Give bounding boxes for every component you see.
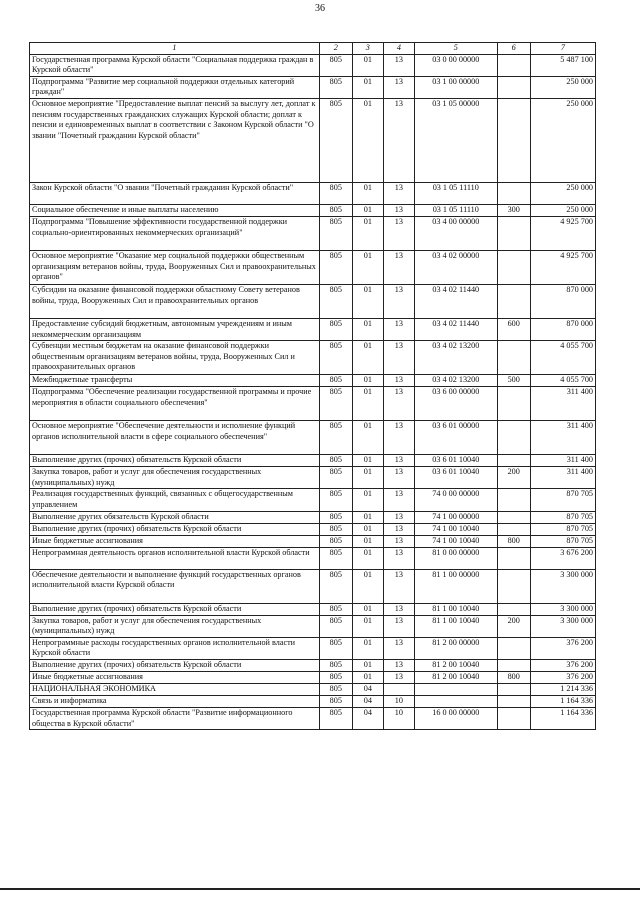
table-row [30, 547, 596, 569]
row-admin-code-cell: 805 [319, 671, 352, 683]
row-expense-type-cell [497, 182, 530, 204]
row-subsection-cell: 13 [383, 98, 414, 182]
col-header-1: 1 [30, 43, 320, 55]
row-target-article-cell: 74 1 00 00000 [414, 511, 497, 523]
row-expense-type-cell [497, 216, 530, 250]
table-row [30, 250, 596, 284]
row-amount-cell: 250 000 [530, 76, 595, 98]
row-subsection-cell: 10 [383, 707, 414, 729]
row-subsection-cell: 13 [383, 489, 414, 511]
row-name-cell: Государственная программа Курской области "Социальная поддержка граждан в Курской области" [30, 54, 320, 76]
row-section-cell: 01 [352, 387, 383, 421]
row-section-cell: 01 [352, 375, 383, 387]
row-admin-code-cell: 805 [319, 76, 352, 98]
row-subsection-cell: 13 [383, 455, 414, 467]
table-row [30, 535, 596, 547]
row-subsection-cell: 13 [383, 637, 414, 659]
row-expense-type-cell: 200 [497, 467, 530, 489]
row-target-article-cell: 03 1 05 11110 [414, 204, 497, 216]
row-subsection-cell: 13 [383, 659, 414, 671]
row-subsection-cell: 10 [383, 695, 414, 707]
row-name-cell: Непрограммная деятельность органов исполнительной власти Курской области [30, 547, 320, 569]
row-amount-cell: 250 000 [530, 204, 595, 216]
row-amount-cell: 1 164 336 [530, 695, 595, 707]
row-subsection-cell: 13 [383, 54, 414, 76]
row-section-cell: 01 [352, 54, 383, 76]
row-admin-code-cell: 805 [319, 695, 352, 707]
row-expense-type-cell [497, 54, 530, 76]
table-row [30, 375, 596, 387]
table-row [30, 341, 596, 375]
row-amount-cell: 870 705 [530, 523, 595, 535]
row-name-cell: Предоставление субсидий бюджетным, автономным учреждениям и иным некоммерческим организациям [30, 318, 320, 340]
row-subsection-cell: 13 [383, 671, 414, 683]
row-section-cell: 01 [352, 98, 383, 182]
row-expense-type-cell [497, 98, 530, 182]
row-subsection-cell: 13 [383, 421, 414, 455]
row-expense-type-cell [497, 284, 530, 318]
table-row [30, 467, 596, 489]
row-name-cell: Реализация государственных функций, связанных с общегосударственным управлением [30, 489, 320, 511]
row-admin-code-cell: 805 [319, 511, 352, 523]
row-target-article-cell: 03 0 00 00000 [414, 54, 497, 76]
row-admin-code-cell: 805 [319, 318, 352, 340]
row-amount-cell: 376 200 [530, 659, 595, 671]
row-expense-type-cell [497, 421, 530, 455]
row-expense-type-cell [497, 569, 530, 603]
row-name-cell: Социальное обеспечение и иные выплаты населению [30, 204, 320, 216]
row-amount-cell: 311 400 [530, 455, 595, 467]
row-admin-code-cell: 805 [319, 569, 352, 603]
row-expense-type-cell [497, 489, 530, 511]
row-expense-type-cell [497, 455, 530, 467]
row-name-cell: Выполнение других (прочих) обязательств Курской области [30, 523, 320, 535]
table-row [30, 98, 596, 182]
row-expense-type-cell [497, 250, 530, 284]
row-expense-type-cell [497, 603, 530, 615]
row-name-cell: Обеспечение деятельности и выполнение функций государственных органов исполнительной власти Курской области [30, 569, 320, 603]
table-row [30, 182, 596, 204]
table-row [30, 284, 596, 318]
table-row [30, 76, 596, 98]
row-amount-cell: 870 705 [530, 489, 595, 511]
row-subsection-cell: 13 [383, 547, 414, 569]
row-target-article-cell: 81 0 00 00000 [414, 547, 497, 569]
row-name-cell: Закупка товаров, работ и услуг для обеспечения государственных (муниципальных) нужд [30, 467, 320, 489]
header-row [30, 43, 596, 55]
row-name-cell: Основное мероприятие "Предоставление выплат пенсий за выслугу лет, доплат к пенсиям государственных гражданских служащих Курской области; доплат к пенсии и единовременных выплат в соответствии с Законом Курской области "О звании "Почетный гражданин Курской области" [30, 98, 320, 182]
row-admin-code-cell: 805 [319, 455, 352, 467]
col-header-5: 5 [414, 43, 497, 55]
row-section-cell: 04 [352, 683, 383, 695]
row-expense-type-cell: 600 [497, 318, 530, 340]
row-section-cell: 01 [352, 204, 383, 216]
row-target-article-cell: 81 2 00 10040 [414, 671, 497, 683]
row-expense-type-cell [497, 341, 530, 375]
row-subsection-cell: 13 [383, 467, 414, 489]
row-name-cell: Основное мероприятие "Оказание мер социальной поддержки общественным организациям ветеранов войны, труда, Вооруженных Сил и правоохранительных органов" [30, 250, 320, 284]
row-section-cell: 01 [352, 76, 383, 98]
table-row [30, 54, 596, 76]
row-admin-code-cell: 805 [319, 204, 352, 216]
row-name-cell: Подпрограмма "Развитие мер социальной поддержки отдельных категорий граждан" [30, 76, 320, 98]
row-section-cell: 01 [352, 659, 383, 671]
row-amount-cell: 376 200 [530, 637, 595, 659]
row-admin-code-cell: 805 [319, 375, 352, 387]
table-row [30, 216, 596, 250]
table-row [30, 489, 596, 511]
row-expense-type-cell [497, 637, 530, 659]
row-target-article-cell [414, 683, 497, 695]
row-section-cell: 01 [352, 523, 383, 535]
row-target-article-cell: 16 0 00 00000 [414, 707, 497, 729]
row-target-article-cell: 03 6 01 10040 [414, 467, 497, 489]
row-amount-cell: 870 000 [530, 284, 595, 318]
row-amount-cell: 311 400 [530, 387, 595, 421]
row-target-article-cell: 03 6 01 00000 [414, 421, 497, 455]
row-target-article-cell: 03 4 02 11440 [414, 318, 497, 340]
row-admin-code-cell: 805 [319, 603, 352, 615]
row-section-cell: 01 [352, 455, 383, 467]
table-row [30, 671, 596, 683]
row-amount-cell: 870 705 [530, 511, 595, 523]
row-name-cell: Связь и информатика [30, 695, 320, 707]
row-expense-type-cell: 800 [497, 535, 530, 547]
row-name-cell: Выполнение других (прочих) обязательств Курской области [30, 659, 320, 671]
table-row [30, 387, 596, 421]
row-amount-cell: 4 925 700 [530, 250, 595, 284]
row-subsection-cell: 13 [383, 318, 414, 340]
row-expense-type-cell [497, 547, 530, 569]
row-expense-type-cell: 500 [497, 375, 530, 387]
row-target-article-cell: 74 1 00 10040 [414, 523, 497, 535]
row-target-article-cell: 03 6 01 10040 [414, 455, 497, 467]
row-section-cell: 01 [352, 535, 383, 547]
col-header-3: 3 [352, 43, 383, 55]
table-row [30, 695, 596, 707]
row-target-article-cell: 81 2 00 10040 [414, 659, 497, 671]
row-subsection-cell: 13 [383, 250, 414, 284]
row-subsection-cell: 13 [383, 182, 414, 204]
table-row [30, 511, 596, 523]
row-admin-code-cell: 805 [319, 98, 352, 182]
row-amount-cell: 3 300 000 [530, 603, 595, 615]
row-target-article-cell: 81 2 00 00000 [414, 637, 497, 659]
row-amount-cell: 870 705 [530, 535, 595, 547]
row-admin-code-cell: 805 [319, 421, 352, 455]
row-target-article-cell: 81 1 00 10040 [414, 603, 497, 615]
row-amount-cell: 4 925 700 [530, 216, 595, 250]
row-target-article-cell [414, 695, 497, 707]
row-target-article-cell: 81 1 00 10040 [414, 615, 497, 637]
row-amount-cell: 3 300 000 [530, 569, 595, 603]
row-section-cell: 01 [352, 511, 383, 523]
row-amount-cell: 3 676 200 [530, 547, 595, 569]
table-row [30, 603, 596, 615]
row-name-cell: Государственная программа Курской области "Развитие информационного общества в Курской области" [30, 707, 320, 729]
row-section-cell: 04 [352, 695, 383, 707]
row-amount-cell: 870 000 [530, 318, 595, 340]
row-amount-cell: 311 400 [530, 467, 595, 489]
row-amount-cell: 1 214 336 [530, 683, 595, 695]
row-section-cell: 01 [352, 637, 383, 659]
row-subsection-cell: 13 [383, 204, 414, 216]
row-admin-code-cell: 805 [319, 523, 352, 535]
row-amount-cell: 311 400 [530, 421, 595, 455]
row-amount-cell: 5 487 100 [530, 54, 595, 76]
row-target-article-cell: 03 4 02 00000 [414, 250, 497, 284]
row-target-article-cell: 81 1 00 00000 [414, 569, 497, 603]
row-name-cell: Субвенции местным бюджетам на оказание финансовой поддержки общественным организациям ветеранов войны, труда, Вооруженных Сил и правоохранительных органов [30, 341, 320, 375]
row-amount-cell: 4 055 700 [530, 375, 595, 387]
row-section-cell: 01 [352, 182, 383, 204]
row-name-cell: Иные бюджетные ассигнования [30, 671, 320, 683]
col-header-6: 6 [497, 43, 530, 55]
row-section-cell: 01 [352, 250, 383, 284]
row-subsection-cell: 13 [383, 615, 414, 637]
row-target-article-cell: 03 1 00 00000 [414, 76, 497, 98]
row-target-article-cell: 03 1 05 00000 [414, 98, 497, 182]
row-amount-cell: 3 300 000 [530, 615, 595, 637]
row-name-cell: Закон Курской области "О звании "Почетный гражданин Курской области" [30, 182, 320, 204]
row-subsection-cell: 13 [383, 603, 414, 615]
row-expense-type-cell [497, 76, 530, 98]
row-amount-cell: 376 200 [530, 671, 595, 683]
row-admin-code-cell: 805 [319, 683, 352, 695]
row-admin-code-cell: 805 [319, 284, 352, 318]
row-expense-type-cell [497, 523, 530, 535]
row-name-cell: Подпрограмма "Повышение эффективности государственной поддержки социально-ориентированных некоммерческих организаций" [30, 216, 320, 250]
row-target-article-cell: 74 1 00 10040 [414, 535, 497, 547]
row-section-cell: 01 [352, 341, 383, 375]
row-target-article-cell: 74 0 00 00000 [414, 489, 497, 511]
row-section-cell: 01 [352, 467, 383, 489]
row-expense-type-cell [497, 387, 530, 421]
row-expense-type-cell: 800 [497, 671, 530, 683]
row-name-cell: Субсидии на оказание финансовой поддержки областному Совету ветеранов войны, труда, Вооруженных Сил и правоохранительных органов [30, 284, 320, 318]
row-subsection-cell: 13 [383, 375, 414, 387]
row-subsection-cell: 13 [383, 341, 414, 375]
row-expense-type-cell [497, 511, 530, 523]
row-section-cell: 01 [352, 318, 383, 340]
row-amount-cell: 4 055 700 [530, 341, 595, 375]
row-subsection-cell [383, 683, 414, 695]
table-row [30, 683, 596, 695]
table-row [30, 569, 596, 603]
row-subsection-cell: 13 [383, 284, 414, 318]
budget-table [29, 42, 596, 730]
row-section-cell: 01 [352, 216, 383, 250]
row-name-cell: Закупка товаров, работ и услуг для обеспечения государственных (муниципальных) нужд [30, 615, 320, 637]
row-name-cell: Подпрограмма "Обеспечение реализации государственной программы и прочие мероприятия в области социального обеспечения" [30, 387, 320, 421]
row-amount-cell: 1 164 336 [530, 707, 595, 729]
row-amount-cell: 250 000 [530, 98, 595, 182]
row-expense-type-cell [497, 707, 530, 729]
row-target-article-cell: 03 4 00 00000 [414, 216, 497, 250]
row-admin-code-cell: 805 [319, 467, 352, 489]
row-section-cell: 01 [352, 284, 383, 318]
col-header-2: 2 [319, 43, 352, 55]
table-row [30, 659, 596, 671]
row-admin-code-cell: 805 [319, 535, 352, 547]
row-target-article-cell: 03 6 00 00000 [414, 387, 497, 421]
page-bottom-rule [0, 888, 640, 890]
row-subsection-cell: 13 [383, 535, 414, 547]
row-amount-cell: 250 000 [530, 182, 595, 204]
row-section-cell: 01 [352, 615, 383, 637]
row-name-cell: Основное мероприятие "Обеспечение деятельности и исполнение функций органов исполнительной власти в сфере социального обеспечения" [30, 421, 320, 455]
col-header-4: 4 [383, 43, 414, 55]
row-name-cell: Непрограммные расходы государственных органов исполнительной власти Курской области [30, 637, 320, 659]
table-row [30, 455, 596, 467]
row-expense-type-cell [497, 659, 530, 671]
row-admin-code-cell: 805 [319, 707, 352, 729]
row-admin-code-cell: 805 [319, 182, 352, 204]
row-section-cell: 01 [352, 569, 383, 603]
row-target-article-cell: 03 4 02 13200 [414, 341, 497, 375]
row-subsection-cell: 13 [383, 511, 414, 523]
table-row [30, 707, 596, 729]
row-name-cell: НАЦИОНАЛЬНАЯ ЭКОНОМИКА [30, 683, 320, 695]
row-admin-code-cell: 805 [319, 547, 352, 569]
row-expense-type-cell [497, 683, 530, 695]
row-subsection-cell: 13 [383, 387, 414, 421]
row-name-cell: Межбюджетные трансферты [30, 375, 320, 387]
row-admin-code-cell: 805 [319, 615, 352, 637]
table-row [30, 204, 596, 216]
row-admin-code-cell: 805 [319, 250, 352, 284]
row-subsection-cell: 13 [383, 569, 414, 603]
row-expense-type-cell: 200 [497, 615, 530, 637]
col-header-7: 7 [530, 43, 595, 55]
row-admin-code-cell: 805 [319, 659, 352, 671]
row-admin-code-cell: 805 [319, 216, 352, 250]
row-section-cell: 01 [352, 671, 383, 683]
row-expense-type-cell [497, 695, 530, 707]
row-expense-type-cell: 300 [497, 204, 530, 216]
row-name-cell: Выполнение других (прочих) обязательств Курской области [30, 603, 320, 615]
row-section-cell: 04 [352, 707, 383, 729]
page-number: 36 [315, 3, 325, 14]
row-target-article-cell: 03 1 05 11110 [414, 182, 497, 204]
row-section-cell: 01 [352, 489, 383, 511]
row-target-article-cell: 03 4 02 13200 [414, 375, 497, 387]
row-admin-code-cell: 805 [319, 387, 352, 421]
row-admin-code-cell: 805 [319, 341, 352, 375]
row-name-cell: Иные бюджетные ассигнования [30, 535, 320, 547]
table-row [30, 637, 596, 659]
row-admin-code-cell: 805 [319, 637, 352, 659]
row-section-cell: 01 [352, 603, 383, 615]
row-subsection-cell: 13 [383, 76, 414, 98]
table-row [30, 523, 596, 535]
table-row [30, 615, 596, 637]
table-row [30, 318, 596, 340]
row-target-article-cell: 03 4 02 11440 [414, 284, 497, 318]
row-section-cell: 01 [352, 547, 383, 569]
row-subsection-cell: 13 [383, 523, 414, 535]
row-admin-code-cell: 805 [319, 54, 352, 76]
row-name-cell: Выполнение других (прочих) обязательств Курской области [30, 455, 320, 467]
row-section-cell: 01 [352, 421, 383, 455]
row-admin-code-cell: 805 [319, 489, 352, 511]
row-name-cell: Выполнение других обязательств Курской области [30, 511, 320, 523]
row-subsection-cell: 13 [383, 216, 414, 250]
table-row [30, 421, 596, 455]
